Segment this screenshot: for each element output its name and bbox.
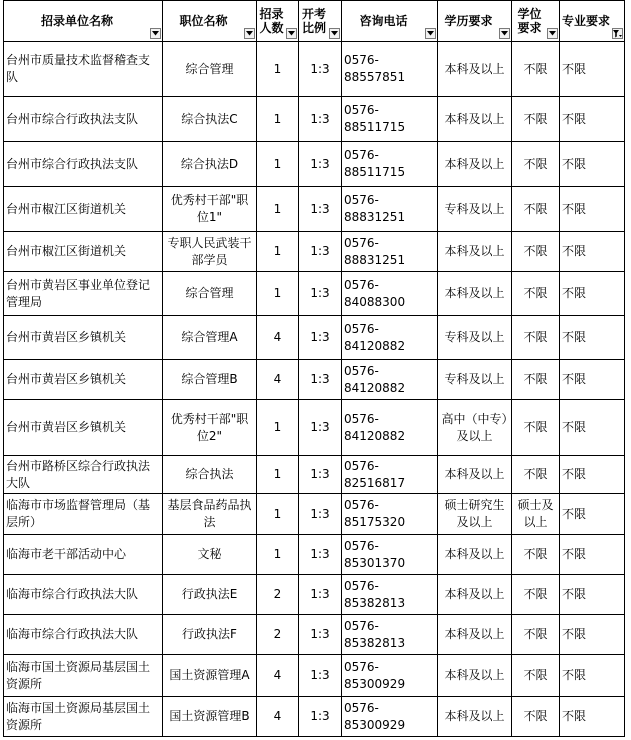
- unit-cell[interactable]: 临海市市场监督管理局（基层所）: [4, 494, 163, 535]
- phone-cell[interactable]: 0576-84120882: [342, 360, 438, 400]
- position-cell[interactable]: 综合管理: [163, 42, 257, 97]
- position-cell[interactable]: 优秀村干部"职位1": [163, 187, 257, 232]
- phone-cell[interactable]: 0576-82516817: [342, 456, 438, 494]
- ratio-cell[interactable]: 1:3: [299, 535, 342, 575]
- major-cell[interactable]: 不限: [560, 272, 625, 316]
- position-cell[interactable]: 综合管理B: [163, 360, 257, 400]
- table-row: [4, 187, 625, 232]
- ratio-cell[interactable]: 1:3: [299, 97, 342, 142]
- edu-cell[interactable]: 专科及以上: [438, 316, 512, 360]
- position-cell[interactable]: 文秘: [163, 535, 257, 575]
- major-cell[interactable]: 不限: [560, 232, 625, 272]
- unit-cell[interactable]: 台州市椒江区街道机关: [4, 232, 163, 272]
- phone-cell[interactable]: 0576-85175320: [342, 494, 438, 535]
- filter-dropdown-icon[interactable]: [499, 28, 510, 39]
- major-cell[interactable]: 不限: [560, 316, 625, 360]
- filter-active-icon[interactable]: [612, 28, 623, 39]
- count-cell[interactable]: 2: [257, 615, 299, 655]
- ratio-cell[interactable]: 1:3: [299, 655, 342, 697]
- position-cell[interactable]: 国土资源管理A: [163, 655, 257, 697]
- unit-cell[interactable]: 台州市椒江区街道机关: [4, 187, 163, 232]
- unit-cell[interactable]: 台州市综合行政执法支队: [4, 142, 163, 187]
- major-cell[interactable]: 不限: [560, 615, 625, 655]
- col-header-phone: 咨询电话: [342, 1, 438, 42]
- degree-cell[interactable]: 不限: [512, 615, 560, 655]
- count-cell[interactable]: 1: [257, 232, 299, 272]
- table-row: [4, 142, 625, 187]
- position-cell[interactable]: 综合执法D: [163, 142, 257, 187]
- unit-cell[interactable]: 临海市老干部活动中心: [4, 535, 163, 575]
- degree-cell[interactable]: 不限: [512, 272, 560, 316]
- position-cell[interactable]: 综合执法C: [163, 97, 257, 142]
- edu-cell[interactable]: 硕士研究生及以上: [438, 494, 512, 535]
- filter-dropdown-icon[interactable]: [244, 28, 255, 39]
- degree-cell[interactable]: 不限: [512, 232, 560, 272]
- table-row: [4, 400, 625, 456]
- count-cell[interactable]: 1: [257, 97, 299, 142]
- phone-cell[interactable]: 0576-88511715: [342, 97, 438, 142]
- table-row: [4, 97, 625, 142]
- degree-cell[interactable]: 不限: [512, 97, 560, 142]
- major-cell[interactable]: 不限: [560, 400, 625, 456]
- col-header-position: 职位名称: [163, 1, 257, 42]
- table-row: [4, 615, 625, 655]
- edu-cell[interactable]: 专科及以上: [438, 360, 512, 400]
- phone-cell[interactable]: 0576-85301370: [342, 535, 438, 575]
- edu-cell[interactable]: 本科及以上: [438, 535, 512, 575]
- filter-dropdown-icon[interactable]: [150, 28, 161, 39]
- major-cell[interactable]: 不限: [560, 697, 625, 737]
- phone-cell[interactable]: 0576-88511715: [342, 142, 438, 187]
- unit-cell[interactable]: 台州市黄岩区乡镇机关: [4, 400, 163, 456]
- ratio-cell[interactable]: 1:3: [299, 232, 342, 272]
- degree-cell[interactable]: 不限: [512, 655, 560, 697]
- count-cell[interactable]: 1: [257, 494, 299, 535]
- count-cell[interactable]: 4: [257, 360, 299, 400]
- table-row: [4, 272, 625, 316]
- edu-cell[interactable]: 本科及以上: [438, 655, 512, 697]
- phone-cell[interactable]: 0576-85382813: [342, 615, 438, 655]
- degree-cell[interactable]: 不限: [512, 42, 560, 97]
- ratio-cell[interactable]: 1:3: [299, 142, 342, 187]
- table-row: [4, 494, 625, 535]
- position-cell[interactable]: 行政执法E: [163, 575, 257, 615]
- degree-cell[interactable]: 不限: [512, 575, 560, 615]
- table-row: [4, 456, 625, 494]
- count-cell[interactable]: 1: [257, 400, 299, 456]
- edu-cell[interactable]: 本科及以上: [438, 97, 512, 142]
- count-cell[interactable]: 1: [257, 187, 299, 232]
- degree-cell[interactable]: 硕士及以上: [512, 494, 560, 535]
- phone-cell[interactable]: 0576-85300929: [342, 655, 438, 697]
- ratio-cell[interactable]: 1:3: [299, 360, 342, 400]
- phone-cell[interactable]: 0576-84088300: [342, 272, 438, 316]
- unit-cell[interactable]: 台州市黄岩区事业单位登记管理局: [4, 272, 163, 316]
- count-cell[interactable]: 4: [257, 316, 299, 360]
- edu-cell[interactable]: 本科及以上: [438, 615, 512, 655]
- unit-cell[interactable]: 台州市黄岩区乡镇机关: [4, 360, 163, 400]
- position-cell[interactable]: 专职人民武装干部学员: [163, 232, 257, 272]
- edu-cell[interactable]: 高中（中专）及以上: [438, 400, 512, 456]
- degree-cell[interactable]: 不限: [512, 456, 560, 494]
- major-cell[interactable]: 不限: [560, 494, 625, 535]
- count-cell[interactable]: 4: [257, 697, 299, 737]
- ratio-cell[interactable]: 1:3: [299, 615, 342, 655]
- ratio-cell[interactable]: 1:3: [299, 187, 342, 232]
- position-cell[interactable]: 综合执法: [163, 456, 257, 494]
- filter-dropdown-icon[interactable]: [286, 28, 297, 39]
- edu-cell[interactable]: 专科及以上: [438, 187, 512, 232]
- filter-dropdown-icon[interactable]: [329, 28, 340, 39]
- unit-cell[interactable]: 台州市综合行政执法支队: [4, 97, 163, 142]
- major-cell[interactable]: 不限: [560, 456, 625, 494]
- ratio-cell[interactable]: 1:3: [299, 42, 342, 97]
- table-row: [4, 535, 625, 575]
- degree-cell[interactable]: 不限: [512, 187, 560, 232]
- unit-cell[interactable]: 临海市国土资源局基层国土资源所: [4, 697, 163, 737]
- count-cell[interactable]: 1: [257, 142, 299, 187]
- filter-dropdown-icon[interactable]: [547, 28, 558, 39]
- major-cell[interactable]: 不限: [560, 535, 625, 575]
- unit-cell[interactable]: 临海市综合行政执法大队: [4, 615, 163, 655]
- position-cell[interactable]: 国土资源管理B: [163, 697, 257, 737]
- phone-cell[interactable]: 0576-88831251: [342, 187, 438, 232]
- position-cell[interactable]: 基层食品药品执法: [163, 494, 257, 535]
- major-cell[interactable]: 不限: [560, 42, 625, 97]
- major-cell[interactable]: 不限: [560, 575, 625, 615]
- ratio-cell[interactable]: 1:3: [299, 272, 342, 316]
- count-cell[interactable]: 1: [257, 535, 299, 575]
- table-row: [4, 697, 625, 737]
- table-row: [4, 232, 625, 272]
- position-cell[interactable]: 行政执法F: [163, 615, 257, 655]
- edu-cell[interactable]: 本科及以上: [438, 42, 512, 97]
- degree-cell[interactable]: 不限: [512, 535, 560, 575]
- phone-cell[interactable]: 0576-88831251: [342, 232, 438, 272]
- degree-cell[interactable]: 不限: [512, 316, 560, 360]
- col-header-count: 招录人数: [257, 1, 299, 42]
- col-header-degree: 学位要求: [512, 1, 560, 42]
- unit-cell[interactable]: 临海市国土资源局基层国土资源所: [4, 655, 163, 697]
- position-cell[interactable]: 优秀村干部"职位2": [163, 400, 257, 456]
- major-cell[interactable]: 不限: [560, 97, 625, 142]
- ratio-cell[interactable]: 1:3: [299, 575, 342, 615]
- ratio-cell[interactable]: 1:3: [299, 456, 342, 494]
- count-cell[interactable]: 2: [257, 575, 299, 615]
- phone-cell[interactable]: 0576-84120882: [342, 316, 438, 360]
- major-cell[interactable]: 不限: [560, 187, 625, 232]
- col-header-unit: 招录单位名称: [4, 1, 163, 42]
- phone-cell[interactable]: 0576-85382813: [342, 575, 438, 615]
- edu-cell[interactable]: 本科及以上: [438, 697, 512, 737]
- header-row: [4, 1, 625, 42]
- unit-cell[interactable]: 台州市质量技术监督稽查支队: [4, 42, 163, 97]
- edu-cell[interactable]: 本科及以上: [438, 575, 512, 615]
- position-cell[interactable]: 综合管理A: [163, 316, 257, 360]
- edu-cell[interactable]: 本科及以上: [438, 142, 512, 187]
- recruitment-table: [3, 0, 625, 737]
- ratio-cell[interactable]: 1:3: [299, 697, 342, 737]
- count-cell[interactable]: 1: [257, 272, 299, 316]
- position-cell[interactable]: 综合管理: [163, 272, 257, 316]
- degree-cell[interactable]: 不限: [512, 400, 560, 456]
- col-header-major: 专业要求: [560, 1, 625, 42]
- count-cell[interactable]: 4: [257, 655, 299, 697]
- unit-cell[interactable]: 临海市综合行政执法大队: [4, 575, 163, 615]
- phone-cell[interactable]: 0576-84120882: [342, 400, 438, 456]
- table-row: [4, 42, 625, 97]
- col-header-ratio: 开考比例: [299, 1, 342, 42]
- unit-cell[interactable]: 台州市路桥区综合行政执法大队: [4, 456, 163, 494]
- ratio-cell[interactable]: 1:3: [299, 494, 342, 535]
- filter-dropdown-icon[interactable]: [425, 28, 436, 39]
- degree-cell[interactable]: 不限: [512, 697, 560, 737]
- unit-cell[interactable]: 台州市黄岩区乡镇机关: [4, 316, 163, 360]
- degree-cell[interactable]: 不限: [512, 142, 560, 187]
- edu-cell[interactable]: 本科及以上: [438, 456, 512, 494]
- degree-cell[interactable]: 不限: [512, 360, 560, 400]
- phone-cell[interactable]: 0576-85300929: [342, 697, 438, 737]
- major-cell[interactable]: 不限: [560, 142, 625, 187]
- table-row: [4, 360, 625, 400]
- ratio-cell[interactable]: 1:3: [299, 400, 342, 456]
- edu-cell[interactable]: 本科及以上: [438, 232, 512, 272]
- phone-cell[interactable]: 0576-88557851: [342, 42, 438, 97]
- ratio-cell[interactable]: 1:3: [299, 316, 342, 360]
- col-header-edu: 学历要求: [438, 1, 512, 42]
- table-row: [4, 316, 625, 360]
- edu-cell[interactable]: 本科及以上: [438, 272, 512, 316]
- table-row: [4, 655, 625, 697]
- major-cell[interactable]: 不限: [560, 360, 625, 400]
- table-row: [4, 575, 625, 615]
- count-cell[interactable]: 1: [257, 456, 299, 494]
- major-cell[interactable]: 不限: [560, 655, 625, 697]
- count-cell[interactable]: 1: [257, 42, 299, 97]
